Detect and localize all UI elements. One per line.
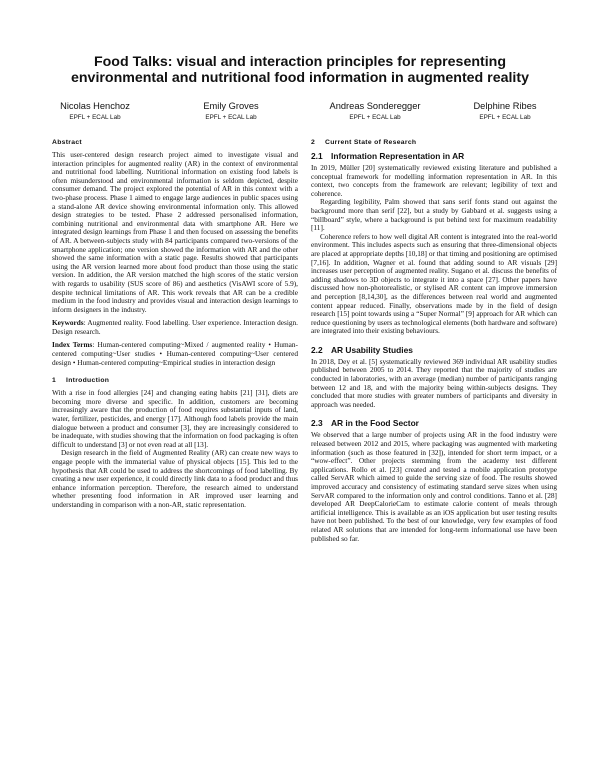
abstract-text: This user-centered design research project aimed to investigate visual and interaction principles for augmented reality (AR) in the context of environmental and nutritional food labelling. Nutritional information on existing food labels is often misunderstood and environmental information is seldom depicted, despite consumer demand. The project explored the potential of AR in this context with a two-phase process. Phase 1 aimed to engage large audiences in public spaces using a stand-alone AR device showing environmental information only. This allowed design strategies to be tested. Phase 2 addressed personalised information, combining nutritional and environmental data with smartphone AR. Here we integrated design learnings from Phase 1 and then focused on assessing the benefits of AR. A between-subjects study with 84 participants compared two-versions of the smartphone application; one version showed the information with AR and the other showed the same information with a static page. Results showed that participants using the AR version learned more about food product than those using the static version. In addition, the AR version matched the high scores of the static version with regards to usability (SUS score of 86) and aesthetics (VisAWI score of 5.9), despite technical limitations of AR. This work reveals that AR can be a credible medium in the food industry and provides visual and interaction design learnings to inform designers in the industry. — [52, 150, 298, 314]
introduction-heading: 1 Introduction — [52, 377, 110, 385]
introduction-paragraph-2: Design research in the field of Augmented Reality (AR) can create new ways to engage people with the immaterial value of physical objects [15]. This led to the hypothesis that AR could be used to address the shortcomings of food labelling. By creating a new user experience, it could directly link data to a food product and thus enhance information perception. Therefore, the research aimed to understand whether presenting food information in AR improved user learning and understanding in comparison with a non-AR, static representation. — [52, 448, 298, 509]
author-list — [30, 100, 570, 130]
author-affiliation: EPFL + ECAL Lab — [479, 114, 531, 121]
keywords-label: Keywords — [52, 318, 84, 328]
author-name: Emily Groves — [203, 101, 259, 111]
introduction-paragraph-1: With a rise in food allergies [24] and changing eating habits [21] [31], diets are becoming more diverse and specific. In addition, customers are becoming increasingly aware that the production of food requires substantial inputs of land, water, fertilizer, pesticides, and energy [17]. Although food labels provide the main dialogue between a product and consumer [3], they are increasingly considered to be inadequate, with studies showing that the information on food packaging is often difficult to understand [3] or not even read at all [13]. — [52, 388, 298, 449]
left-column — [52, 138, 298, 510]
index-terms-text: : Human-centered computing~Mixed / augmented reality • Human-centered computing~User studies • Human-centered computing~User centered design • Human-centered computing~Empirical studies in interaction design — [52, 340, 298, 367]
author-block — [310, 100, 440, 124]
author-affiliation: EPFL + ECAL Lab — [69, 114, 121, 121]
index-terms-label: Index Terms — [52, 340, 93, 350]
subsection-2-1-heading: 2.1 Information Representation in AR — [311, 151, 465, 161]
subsection-2-1-paragraph-1: In 2019, Müller [20] systematically reviewed existing literature and published a conceptual framework for modelling information representation in AR. In this context, two concepts from the framework are relevant; legibility of text and coherence. — [311, 163, 557, 198]
author-name: Delphine Ribes — [473, 101, 537, 111]
subsection-2-2-paragraph-1: In 2018, Dey et al. [5] systematically reviewed 369 individual AR usability studies published between 2005 to 2014. They reported that the majority of studies are conducted in laboratories, with an average (median) number of participants ranging between 12 and 18, and with the majority being within-subjects designs. They concluded that more studies with greater numbers of participants and diversity in approach was needed. — [311, 356, 557, 409]
author-block — [440, 100, 570, 124]
author-block — [166, 100, 296, 124]
title-line-2: environmental and nutritional food information in augmented reality — [71, 70, 529, 86]
paper-title — [40, 54, 560, 86]
author-block — [30, 100, 160, 124]
subsection-2-1-paragraph-2: Regarding legibility, Palm showed that sans serif fonts stand out against the background more than serif [22], but a study by Gabbard et al. suggests using a “billboard” style, where a background is put behind text for maximum readability [11]. — [311, 197, 557, 233]
author-name: Nicolas Henchoz — [60, 101, 130, 111]
subsection-2-1-paragraph-3: Coherence refers to how well digital AR content is integrated into the real-world environment. This includes aspects such as ensuring that three-dimensional objects are placed at appropriate depths [10,18] or that timing and positioning are optimised [7,16]. In addition, Wagner et al. found that adding sound to AR visuals [29] increases user perception of augmented reality. Sugano et al. discuss the benefits of adding shadows to 3D objects to integrate it into a space [27]. Other papers have discussed how non-photorealistic, or stylised AR content can improve immersion and perception [8,14,30], as the differences between real world and augmented content appear reduced. Finally, observations made by in the field of design research [15] point towards using a “Super Normal” [9] approach for AR which can reduce questioning by users as technological elements (both hardware and software) are integrated into their existing behaviours. — [311, 231, 557, 336]
subsection-2-3-heading: 2.3 AR in the Food Sector — [311, 418, 419, 429]
keywords-paragraph — [52, 319, 298, 336]
subsection-2-3-paragraph-1: We observed that a large number of projects using AR in the food industry were released between 2012 and 2015, where packaging was augmented with marketing information (such as those featured in [32]), intended for short term impact, or a “wow-effect”. Other projects stemming from the academy test different applications. Rollo et al. [23] created and tested a mobile application prototype called ServAR which aimed to guide the serving size of food. The results showed improved accuracy and consistency of estimating standard serve sizes when using ServAR compared to the information only and control conditions. Tanno et al. [28] developed AR DeepCalorieCam to estimate calorie content of meals through artificial intelligence. This is available as an iOS application but user testing results have not been published. To the best of our knowledge, very few examples of food related AR solutions that are intended for long-term informational use have been published so far. — [311, 430, 557, 543]
right-column — [311, 138, 557, 543]
author-affiliation: EPFL + ECAL Lab — [349, 114, 401, 121]
author-affiliation: EPFL + ECAL Lab — [205, 114, 257, 121]
subsection-2-2-heading: 2.2 AR Usability Studies — [311, 344, 413, 355]
index-terms-paragraph — [52, 341, 298, 367]
abstract-heading: Abstract — [52, 139, 82, 146]
title-line-1: Food Talks: visual and interaction principles for representing — [93, 54, 507, 70]
keywords-text: : Augmented reality. Food labelling. User experience. Interaction design. Design research. — [52, 318, 298, 336]
author-name: Andreas Sonderegger — [329, 101, 421, 111]
state-of-research-heading: 2 Current State of Research — [311, 139, 417, 146]
